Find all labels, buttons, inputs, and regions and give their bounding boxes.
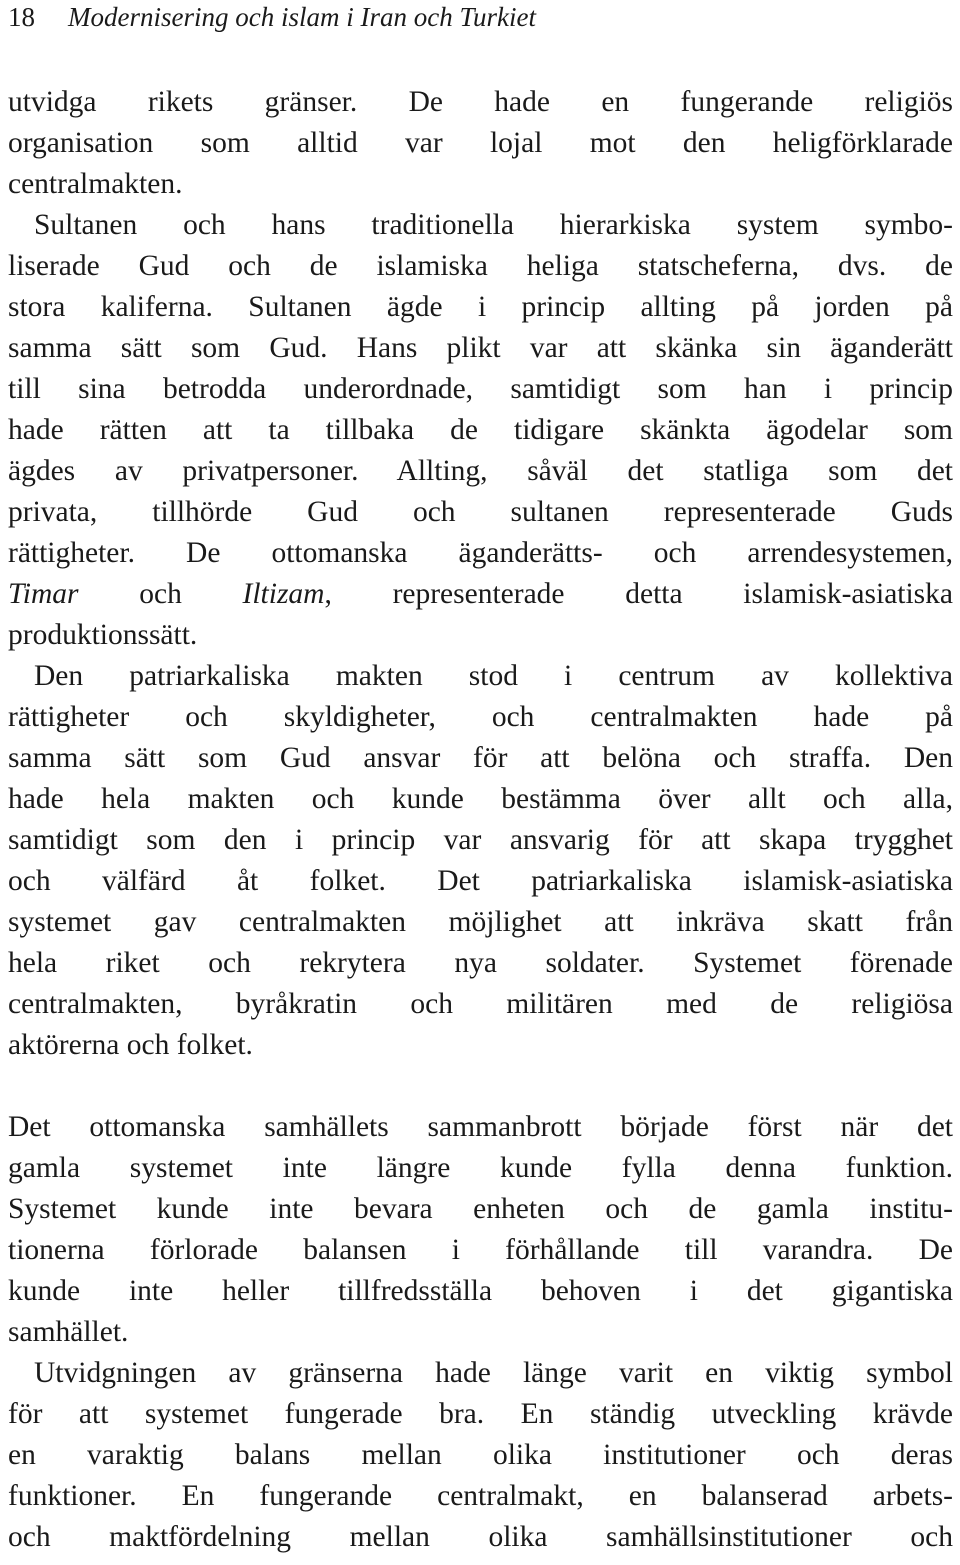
text-line: Sultanen och hans traditionella hierarkiska system symbo- bbox=[34, 209, 953, 241]
text-line: till sina betrodda underordnade, samtidigt som han i princip bbox=[8, 373, 953, 405]
text-line: samma sätt som Gud. Hans plikt var att skänka sin äganderätt bbox=[8, 332, 953, 364]
paragraph-gap bbox=[8, 1066, 953, 1107]
running-header bbox=[8, 0, 536, 40]
text-line: systemet gav centralmakten möjlighet att inkräva skatt från bbox=[8, 906, 953, 938]
text-line: hade hela makten och kunde bestämma över allt och alla, bbox=[8, 783, 953, 815]
text-line: samhället. bbox=[8, 1316, 129, 1348]
text-line: rättigheter. De ottomanska äganderätts- och arrendesystemen, bbox=[8, 537, 953, 569]
text-line: hela riket och rekrytera nya soldater. Systemet förenade bbox=[8, 947, 953, 979]
text-line: hade rätten att ta tillbaka de tidigare skänkta ägodelar som bbox=[8, 414, 953, 446]
text-line: utvidga rikets gränser. De hade en fungerande religiös bbox=[8, 86, 953, 118]
page-number: 18 bbox=[8, 2, 35, 32]
text-line: stora kaliferna. Sultanen ägde i princip allting på jorden på bbox=[8, 291, 953, 323]
term-iltizam: Iltizam bbox=[242, 578, 325, 610]
text-line: liserade Gud och de islamiska heliga statscheferna, dvs. de bbox=[8, 250, 953, 282]
text-line: ägdes av privatpersoner. Allting, såväl det statliga som det bbox=[8, 455, 953, 487]
text-line: aktörerna och folket. bbox=[8, 1029, 253, 1061]
text-line: Det ottomanska samhällets sammanbrott började först när det bbox=[8, 1111, 953, 1143]
body-text bbox=[8, 82, 953, 1558]
text-line: samtidigt som den i princip var ansvarig för att skapa trygghet bbox=[8, 824, 953, 856]
text-line: centralmakten, byråkratin och militären med de religiösa bbox=[8, 988, 953, 1020]
line-remainder: , representerade detta islamisk-asiatiska bbox=[324, 578, 953, 610]
text-line: en varaktig balans mellan olika institutioner och deras bbox=[8, 1439, 953, 1471]
text-line: funktioner. En fungerande centralmakt, en balanserad arbets- bbox=[8, 1480, 953, 1512]
connector-text: och bbox=[78, 578, 243, 610]
text-line: produktionssätt. bbox=[8, 619, 198, 651]
text-line: tionerna förlorade balansen i förhållande till varandra. De bbox=[8, 1234, 953, 1266]
text-line: centralmakten. bbox=[8, 168, 183, 200]
text-line: och välfärd åt folket. Det patriarkaliska islamisk-asiatiska bbox=[8, 865, 953, 897]
text-line: privata, tillhörde Gud och sultanen representerade Guds bbox=[8, 496, 953, 528]
text-line: Utvidgningen av gränserna hade länge varit en viktig symbol bbox=[34, 1357, 953, 1389]
term-timar: Timar bbox=[8, 578, 79, 610]
text-line-with-terms bbox=[8, 574, 953, 615]
text-line: kunde inte heller tillfredsställa behoven i det gigantiska bbox=[8, 1275, 953, 1307]
text-line: rättigheter och skyldigheter, och centralmakten hade på bbox=[8, 701, 953, 733]
text-line: gamla systemet inte längre kunde fylla denna funktion. bbox=[8, 1152, 953, 1184]
text-line: samma sätt som Gud ansvar för att belöna och straffa. Den bbox=[8, 742, 953, 774]
running-title: Modernisering och islam i Iran och Turkiet bbox=[68, 2, 536, 32]
text-line: för att systemet fungerade bra. En ständig utveckling krävde bbox=[8, 1398, 953, 1430]
text-line: organisation som alltid var lojal mot den heligförklarade bbox=[8, 127, 953, 159]
text-line: Systemet kunde inte bevara enheten och de gamla institu- bbox=[8, 1193, 953, 1225]
text-line: Den patriarkaliska makten stod i centrum av kollektiva bbox=[34, 660, 953, 692]
text-line: och maktfördelning mellan olika samhällsinstitutioner och bbox=[8, 1521, 953, 1553]
